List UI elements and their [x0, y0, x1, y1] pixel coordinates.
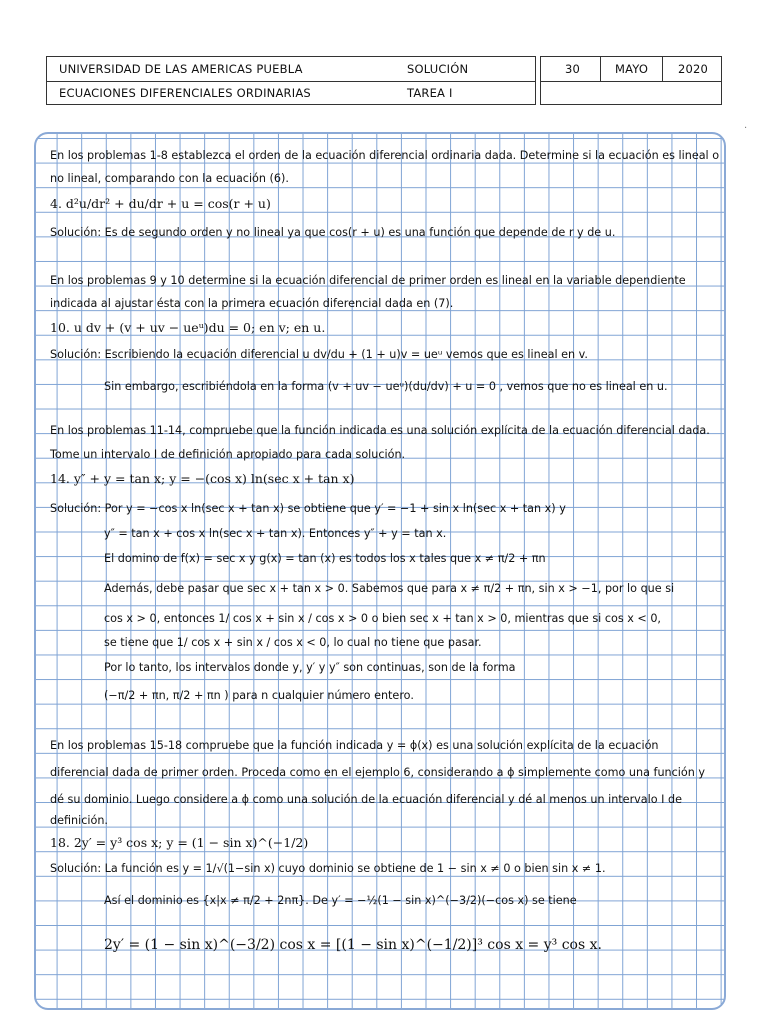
problem-18-solution-3: 2y′ = (1 − sin x)^(−3/2) cos x = [(1 − sin x)^(−1/2)]³ cos x = y³ cos x. — [104, 937, 602, 953]
date-divider-1 — [600, 57, 601, 81]
problem-14-solution-5: cos x > 0, entonces 1/ cos x + sin x / cos x > 0 o bien sec x + tan x > 0, mientras que si cos x < 0, — [104, 612, 661, 625]
intro-problems-1-8-cont: no lineal, comparando con la ecuación (6). — [50, 172, 289, 185]
course-name: ECUACIONES DIFERENCIALES ORDINARIAS — [59, 86, 311, 100]
problem-14-solution-7: Por lo tanto, los intervalos donde y, y′ y y″ son continuas, son de la forma — [104, 661, 516, 674]
date-day: 30 — [565, 62, 581, 76]
header-row-2 — [47, 81, 535, 105]
problem-4-equation: 4. d²u/dr² + du/dr + u = cos(r + u) — [50, 196, 271, 211]
intro-problems-15-18-c: dé su dominio. Luego considere a ϕ como una solución de la ecuación diferencial y dé al menos un intervalo I de — [50, 793, 682, 806]
problem-14-solution-4: Además, debe pasar que sec x + tan x > 0. Sabemos que para x ≠ π/2 + πn, sin x > −1, por lo que si — [104, 582, 675, 595]
intro-problems-9-10: En los problemas 9 y 10 determine si la ecuación diferencial de primer orden es lineal en la variable dependiente — [50, 274, 686, 287]
problem-10-solution-1: Solución: Escribiendo la ecuación diferencial u dv/du + (1 + u)v = ueᵘ vemos que es lineal en v. — [50, 348, 588, 361]
graph-paper-sheet — [34, 132, 726, 1010]
problem-18-solution-1: Solución: La función es y = 1/√(1−sin x) cuyo dominio se obtiene de 1 − sin x ≠ 0 o bien sin x ≠ 1. — [50, 862, 606, 875]
header-row-1 — [47, 57, 535, 82]
date-divider-2 — [662, 57, 663, 81]
university-name: UNIVERSIDAD DE LAS AMERICAS PUEBLA — [59, 62, 303, 76]
problem-14-solution-3: El domino de f(x) = sec x y g(x) = tan (x) es todos los x tales que x ≠ π/2 + πn — [104, 552, 546, 565]
date-month: MAYO — [615, 62, 649, 76]
intro-problems-15-18-a: En los problemas 15-18 compruebe que la función indicada y = ϕ(x) es una solución explícita de la ecuación — [50, 739, 659, 752]
problem-18-solution-2: Así el dominio es {x|x ≠ π/2 + 2nπ}. De y′ = −½(1 − sin x)^(−3/2)(−cos x) se tiene — [104, 894, 577, 907]
problem-14-solution-1: Solución: Por y = −cos x ln(sec x + tan x) se obtiene que y′ = −1 + sin x ln(sec x + tan x) y — [50, 502, 566, 515]
date-year: 2020 — [678, 62, 709, 76]
problem-10-equation: 10. u dv + (v + uv − ueᵘ)du = 0; en v; en u. — [50, 320, 326, 335]
intro-problems-15-18-b: diferencial dada de primer orden. Proceda como en el ejemplo 6, considerando a ϕ simplemente como una función y — [50, 766, 706, 779]
header-date-box — [540, 56, 722, 105]
intro-problems-9-10-cont: indicada al ajustar ésta con la primera ecuación diferencial dada en (7). — [50, 297, 454, 310]
header-left-box — [46, 56, 536, 105]
problem-14-solution-2: y″ = tan x + cos x ln(sec x + tan x). Entonces y″ + y = tan x. — [104, 527, 447, 540]
intro-problems-11-14: En los problemas 11-14, compruebe que la función indicada es una solución explícita de la ecuación diferencial dada. — [50, 424, 710, 437]
document-type: SOLUCIÓN — [407, 62, 469, 76]
date-row — [541, 57, 721, 82]
intro-problems-1-8: En los problemas 1-8 establezca el orden de la ecuación diferencial ordinaria dada. Determine si la ecuación es lineal o — [50, 149, 720, 162]
intro-problems-11-14-cont: Tome un intervalo I de definición apropiado para cada solución. — [50, 448, 406, 461]
margin-mark: . — [744, 120, 748, 131]
problem-4-solution: Solución: Es de segundo orden y no lineal ya que cos(r + u) es una función que depende de r y de u. — [50, 226, 616, 239]
problem-14-solution-6: se tiene que 1/ cos x + sin x / cos x < 0, lo cual no tiene que pasar. — [104, 636, 482, 649]
problem-10-solution-2: Sin embargo, escribiéndola en la forma (v + uv − ueᵘ)(du/dv) + u = 0 , vemos que no es lineal en u. — [104, 380, 668, 393]
intro-problems-15-18-d: definición. — [50, 814, 108, 827]
problem-14-equation: 14. y″ + y = tan x; y = −(cos x) ln(sec x + tan x) — [50, 471, 355, 486]
assignment-name: TAREA I — [407, 86, 453, 100]
problem-18-equation: 18. 2y′ = y³ cos x; y = (1 − sin x)^(−1/2) — [50, 835, 309, 850]
problem-14-solution-8: (−π/2 + πn, π/2 + πn ) para n cualquier número entero. — [104, 689, 414, 702]
